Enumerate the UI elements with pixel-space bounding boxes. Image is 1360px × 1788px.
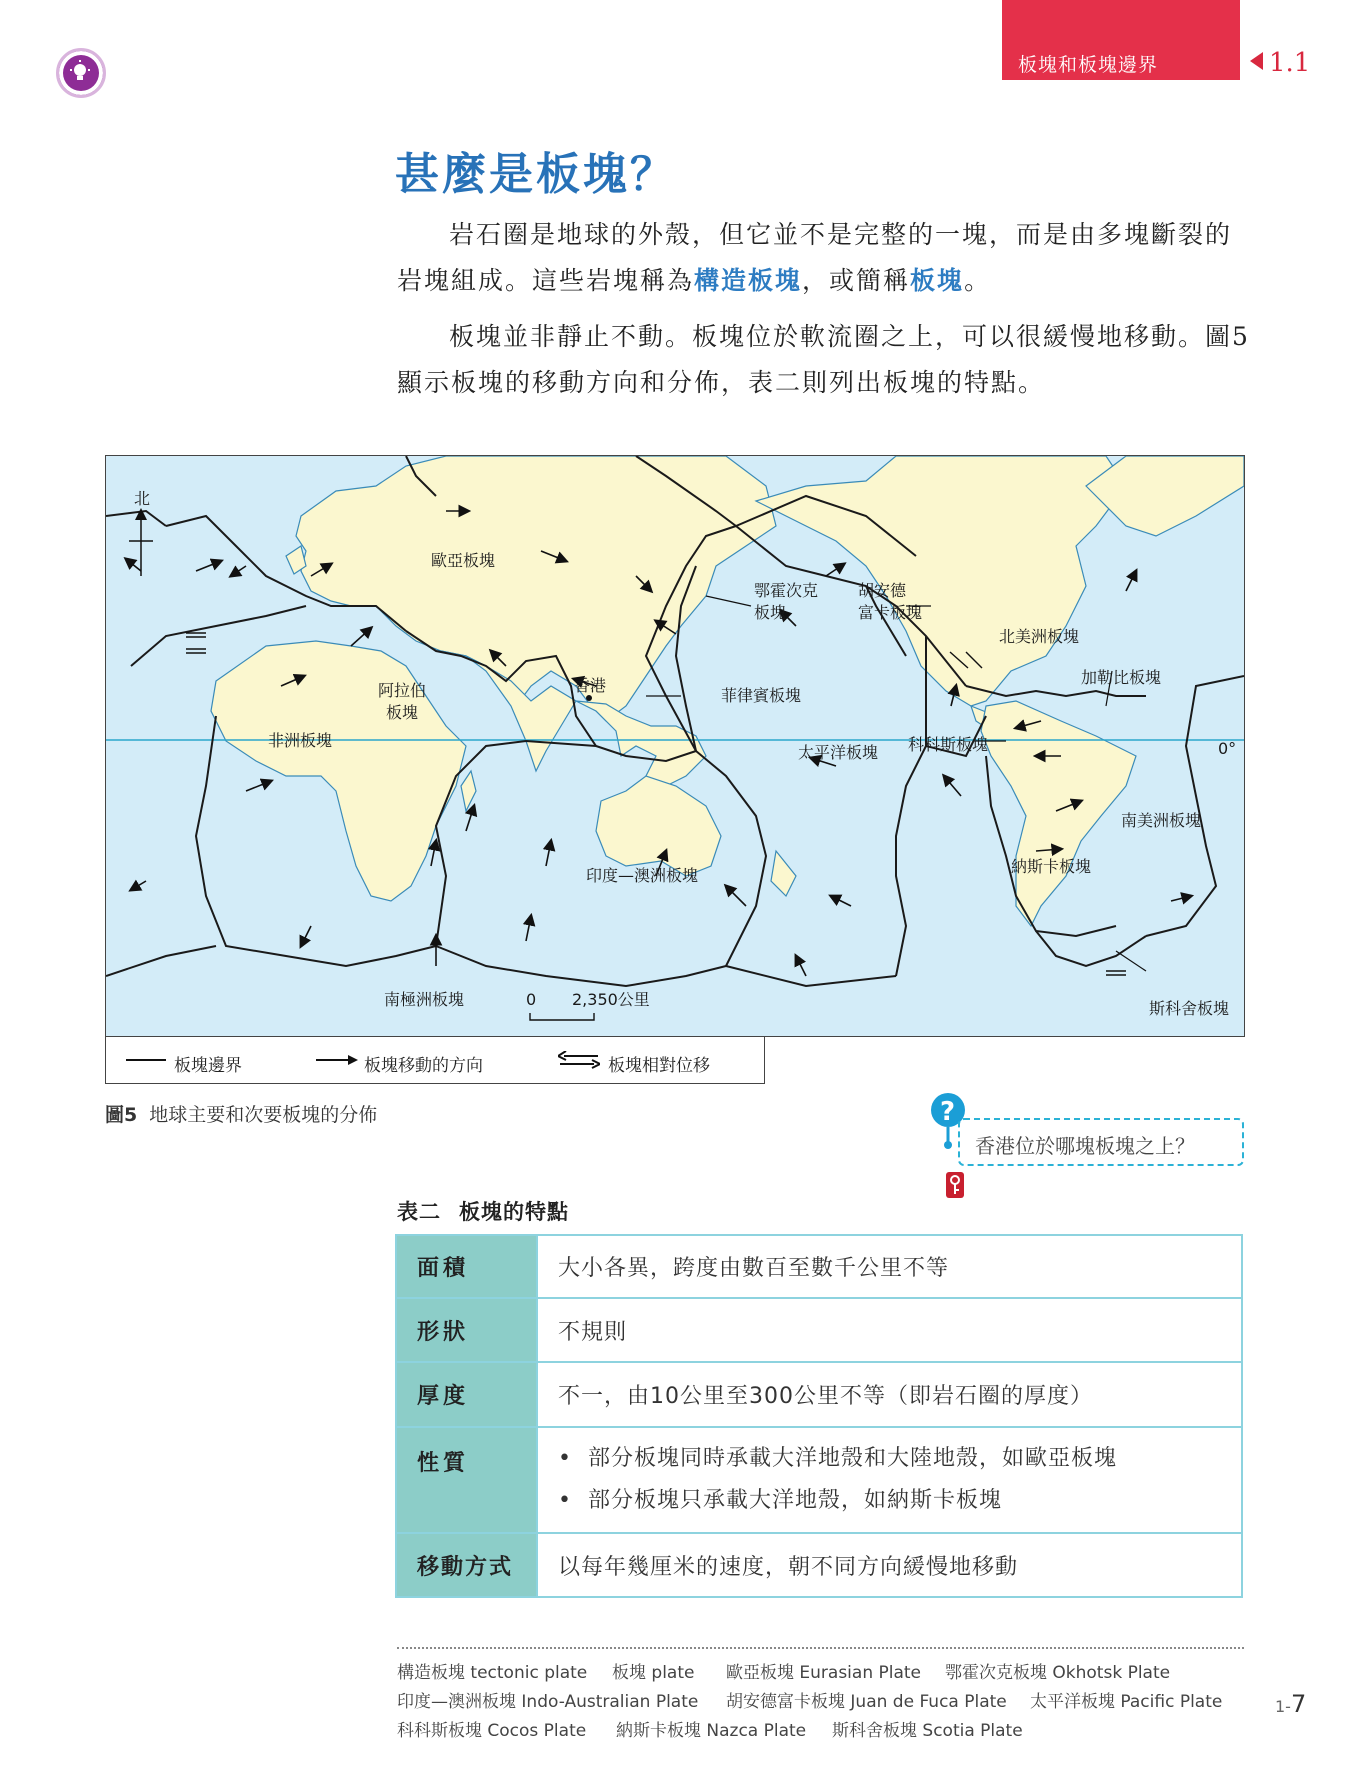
move-arrow — [546, 841, 551, 866]
label-cocos: 科科斯板塊 — [908, 735, 989, 754]
para1-text-3: 。 — [964, 266, 992, 295]
boundary-antarctic — [106, 946, 216, 976]
para1-text: 岩石圈是地球的外殼，但它並不是完整的一塊，而是由多塊斷裂的岩塊組成。這些岩塊稱為 — [397, 220, 1233, 295]
table-number: 表二 — [397, 1200, 441, 1224]
glossary-term: 印度—澳洲板塊 Indo-Australian Plate — [397, 1692, 699, 1712]
figure-caption — [105, 1100, 377, 1127]
label-hongkong: 香港 — [574, 676, 607, 695]
label-pacific: 太平洋板塊 — [798, 743, 879, 762]
move-arrow — [526, 916, 531, 941]
move-arrow — [831, 896, 851, 906]
row-value: 大小各異，跨度由數百至數千公里不等 — [537, 1235, 1242, 1298]
map-legend — [105, 1037, 765, 1084]
scale-zero: 0 — [526, 990, 537, 1009]
move-arrow — [1126, 571, 1136, 591]
glossary-term: 歐亞板塊 Eurasian Plate — [726, 1663, 922, 1683]
move-arrow — [196, 561, 221, 571]
row-value: 以每年幾厘米的速度，朝不同方向緩慢地移動 — [537, 1533, 1242, 1597]
glossary-term: 胡安德富卡板塊 Juan de Fuca Plate — [726, 1692, 1007, 1712]
move-arrow — [796, 956, 806, 976]
table-caption — [397, 1196, 569, 1226]
boundary-indian-ridge — [436, 741, 596, 946]
section-tab — [1002, 0, 1240, 80]
boundary-australia-south — [436, 946, 726, 986]
keyword-plate: 板塊 — [910, 266, 965, 295]
para2-text: 板塊並非靜止不動。板塊位於軟流圈之上，可以很緩慢地移動。圖5顯示板塊的移動方向和分佈，表二則列出板塊的特點。 — [397, 322, 1250, 397]
landmass-south-america — [981, 701, 1136, 926]
para1-text-2: ，或簡稱 — [802, 266, 911, 295]
label-indo-australian: 印度—澳洲板塊 — [586, 866, 699, 885]
glossary-divider — [397, 1647, 1244, 1649]
move-arrow — [231, 566, 246, 576]
question-box — [958, 1118, 1244, 1166]
plate-map-svg — [106, 456, 1244, 1036]
lightbulb-icon — [56, 48, 106, 98]
label-north-america: 北美洲板塊 — [999, 627, 1080, 646]
figure-number: 圖5 — [105, 1104, 138, 1126]
page-number-prefix: 1- — [1275, 1697, 1291, 1716]
label-philippine: 菲律賓板塊 — [721, 686, 802, 705]
label-nazca: 納斯卡板塊 — [1011, 857, 1092, 876]
keyword-tectonic-plate: 構造板塊 — [694, 266, 803, 295]
legend-movement: 板塊移動的方向 — [364, 1056, 483, 1076]
row-header: 面積 — [396, 1235, 537, 1298]
move-arrow — [1171, 896, 1191, 901]
boundary-line-icon — [126, 1057, 166, 1063]
move-arrow — [944, 776, 961, 796]
arrow-right-icon — [316, 1053, 358, 1067]
label-juan-line1: 胡安德 — [858, 581, 907, 600]
plate-features-table — [395, 1234, 1243, 1598]
row-value — [537, 1427, 1242, 1533]
page-number — [1275, 1690, 1306, 1718]
glossary-term: 斯科舍板塊 Scotia Plate — [832, 1721, 1023, 1741]
boundary-pacific-east — [896, 746, 926, 976]
hongkong-dot — [586, 695, 592, 701]
paragraph-movement — [397, 314, 1252, 406]
paragraph-intro — [397, 212, 1252, 304]
table-row — [396, 1362, 1242, 1427]
move-arrow — [126, 559, 141, 571]
section-number-text: 1.1 — [1269, 48, 1311, 78]
move-arrow — [726, 886, 746, 906]
label-south-america: 南美洲板塊 — [1121, 811, 1202, 830]
landmass-madagascar — [461, 771, 476, 811]
table-row — [396, 1533, 1242, 1597]
legend-boundary: 板塊邊界 — [174, 1056, 242, 1076]
row-header: 性質 — [396, 1427, 537, 1533]
label-okhotsk — [754, 581, 818, 622]
row-header: 厚度 — [396, 1362, 537, 1427]
boundary-mid-atlantic-south — [1146, 676, 1244, 936]
move-arrow — [431, 841, 436, 866]
plate-map — [105, 455, 1245, 1037]
legend-relative: 板塊相對位移 — [608, 1056, 710, 1076]
scale-bar — [526, 990, 650, 1020]
answer-key-icon[interactable] — [946, 1172, 964, 1198]
page-title: 甚麼是板塊？ — [395, 149, 677, 200]
table-row — [396, 1235, 1242, 1298]
move-arrow — [131, 881, 146, 890]
move-arrow — [351, 628, 371, 646]
triangle-left-icon — [1250, 52, 1263, 70]
boundary-scotia — [1036, 931, 1146, 966]
move-arrow — [301, 926, 311, 946]
label-antarctic: 南極洲板塊 — [384, 990, 465, 1009]
label-arabian-line2: 板塊 — [386, 703, 419, 722]
row-header: 形狀 — [396, 1298, 537, 1362]
relative-displacement-icon — [558, 1051, 600, 1069]
north-label: 北 — [134, 489, 151, 508]
boundary-northwest — [106, 511, 166, 526]
table-row — [396, 1427, 1242, 1533]
label-okhotsk-line1: 鄂霍次克 — [754, 581, 819, 600]
landmass-africa — [211, 641, 466, 901]
glossary-term: 科科斯板塊 Cocos Plate — [397, 1721, 587, 1741]
question-text: 香港位於哪塊板塊之上？ — [975, 1134, 1195, 1158]
label-caribbean: 加勒比板塊 — [1081, 668, 1162, 687]
glossary-term: 構造板塊 tectonic plate — [397, 1663, 588, 1683]
figure-caption-text: 地球主要和次要板塊的分佈 — [149, 1104, 378, 1126]
glossary-term: 鄂霍次克板塊 Okhotsk Plate — [945, 1663, 1171, 1683]
landmass-australia — [596, 776, 721, 876]
landmass-new-zealand — [771, 851, 796, 896]
label-okhotsk-line2: 板塊 — [754, 603, 787, 622]
glossary-term: 板塊 plate — [612, 1663, 695, 1683]
label-juan-line2: 富卡板塊 — [858, 603, 923, 622]
section-number — [1250, 48, 1310, 78]
label-africa: 非洲板塊 — [268, 731, 333, 750]
table-title: 板塊的特點 — [459, 1200, 569, 1224]
page-number-value: 7 — [1290, 1690, 1307, 1718]
boundary-antarctic-pacific — [726, 966, 896, 986]
landmass-greenland — [1086, 456, 1244, 536]
equator-label: 0° — [1218, 739, 1237, 758]
scale-value: 2,350公里 — [572, 990, 650, 1009]
row-value: 不一，由10公里至300公里不等（即岩石圈的厚度） — [537, 1362, 1242, 1427]
glossary-term: 納斯卡板塊 Nazca Plate — [616, 1721, 807, 1741]
glossary-term: 太平洋板塊 Pacific Plate — [1030, 1692, 1223, 1712]
bullet-item: • 部分板塊同時承載大洋地殼和大陸地殼，如歐亞板塊 — [558, 1438, 1240, 1480]
label-scotia: 斯科舍板塊 — [1149, 999, 1230, 1018]
table-row — [396, 1298, 1242, 1362]
label-arabian-line1: 阿拉伯 — [378, 681, 427, 700]
move-arrow — [246, 781, 271, 791]
label-eurasia: 歐亞板塊 — [431, 551, 496, 570]
move-arrow — [826, 564, 844, 576]
north-arrow-icon — [129, 511, 153, 576]
section-title: 板塊和板塊邊界 — [1018, 54, 1159, 76]
svg-text:?: ? — [940, 1097, 956, 1127]
row-value: 不規則 — [537, 1298, 1242, 1362]
bullet-item: • 部分板塊只承載大洋地殼，如納斯卡板塊 — [558, 1480, 1240, 1522]
row-header: 移動方式 — [396, 1533, 537, 1597]
